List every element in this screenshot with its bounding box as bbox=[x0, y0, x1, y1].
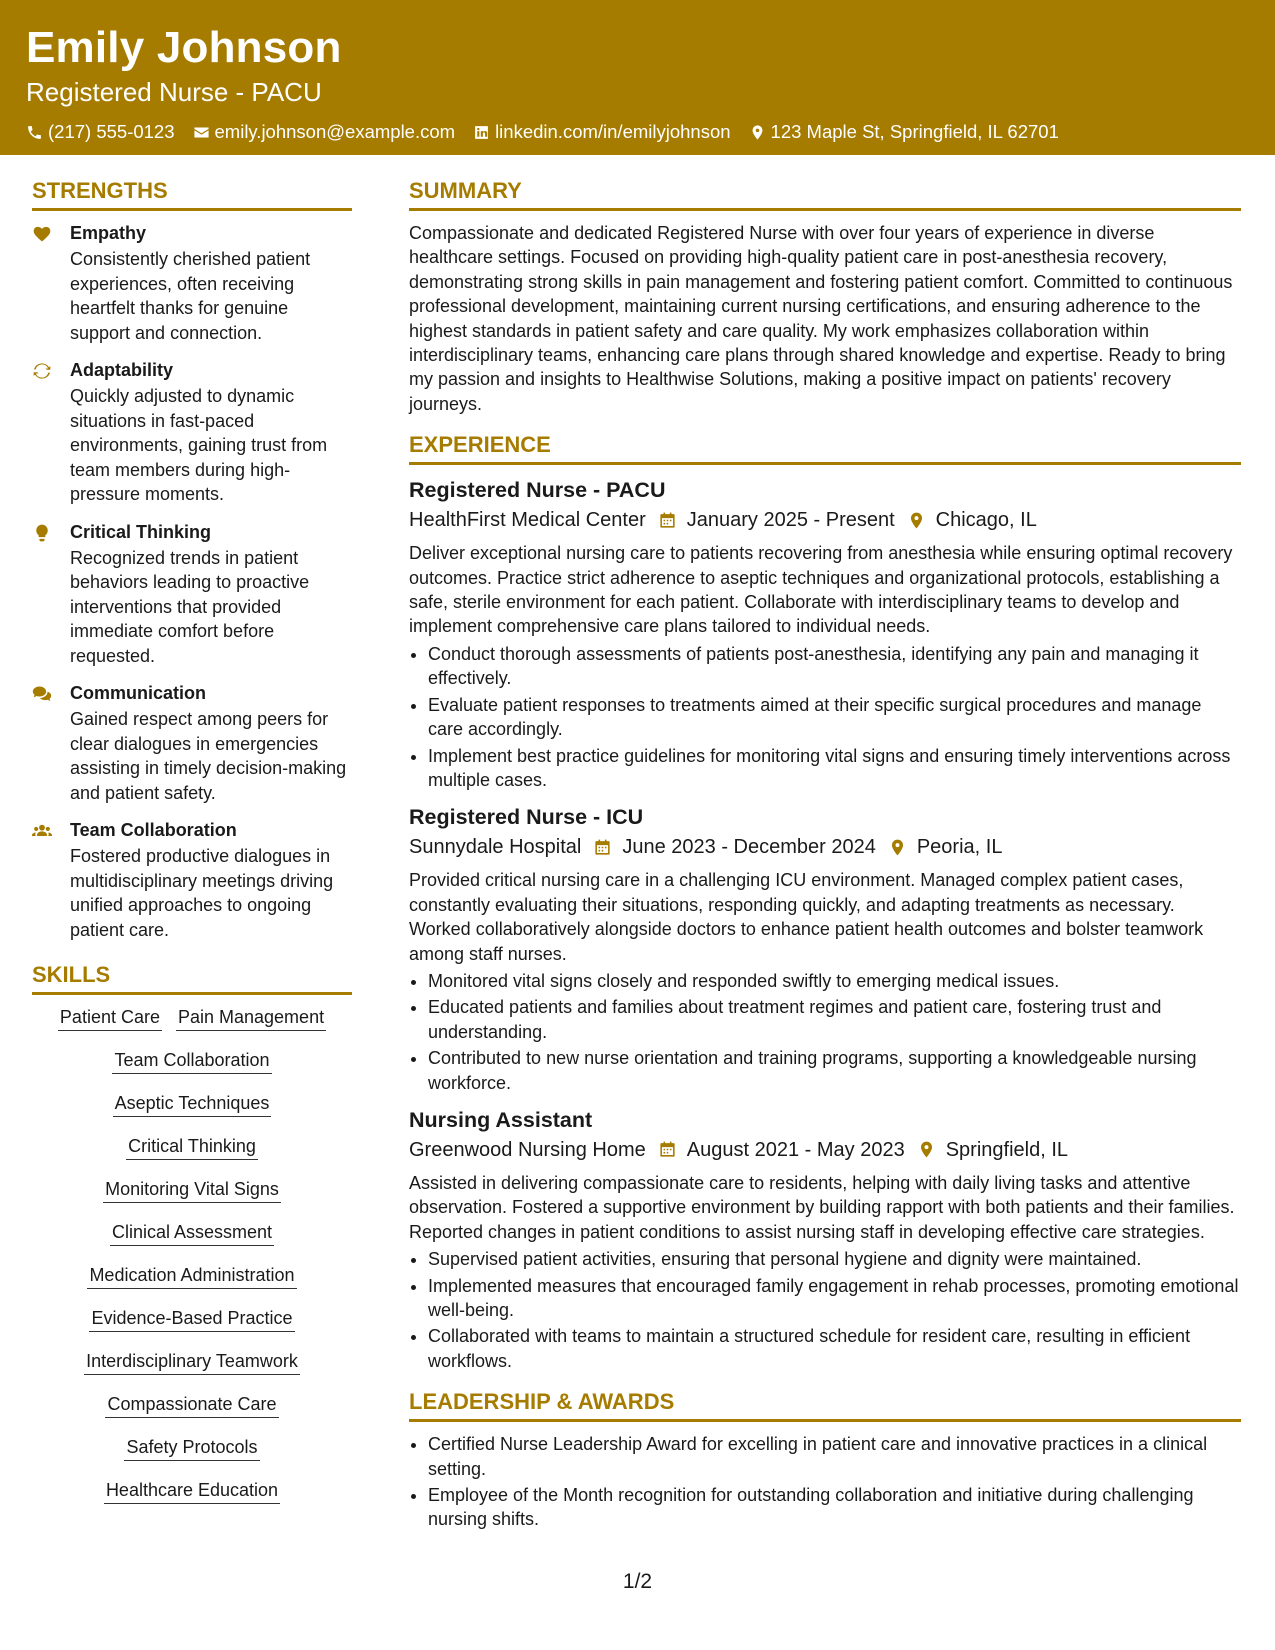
job-entry bbox=[409, 802, 1241, 1095]
strength-desc: Fostered productive dialogues in multidisciplinary meetings driving unified approaches to ongoing patient care. bbox=[70, 846, 334, 940]
linkedin-text: linkedin.com/in/emilyjohnson bbox=[495, 121, 731, 142]
job-description: Provided critical nursing care in a challenging ICU environment. Managed complex patient cases, constantly evaluating their situations, responding quickly, and adapting treatments as necessary. Worked collaboratively alongside doctors to enhance patient health outcomes and bolster teamwork among staff nurses. bbox=[409, 870, 1204, 964]
strength-item bbox=[32, 818, 352, 942]
skill-tag: Pain Management bbox=[176, 1005, 326, 1031]
job-company: Greenwood Nursing Home bbox=[409, 1138, 646, 1161]
envelope-icon bbox=[193, 124, 210, 141]
phone-icon bbox=[26, 124, 43, 141]
skill-tag: Interdisciplinary Teamwork bbox=[84, 1349, 300, 1375]
job-location: Chicago, IL bbox=[935, 509, 1037, 532]
page-number: 1/2 bbox=[622, 1570, 653, 1593]
skills-list bbox=[32, 1005, 352, 1504]
job-company: Sunnydale Hospital bbox=[409, 836, 582, 859]
job-meta bbox=[409, 1135, 1241, 1165]
left-column bbox=[32, 176, 352, 1521]
skill-tag: Monitoring Vital Signs bbox=[103, 1177, 281, 1203]
job-entry bbox=[409, 475, 1241, 792]
skill-tag: Medication Administration bbox=[87, 1263, 296, 1289]
strength-item bbox=[32, 358, 352, 507]
job-company: HealthFirst Medical Center bbox=[409, 509, 646, 532]
job-bullets bbox=[409, 642, 1241, 792]
job-description: Assisted in delivering compassionate care to residents, helping with daily living tasks and attentive observation. Fostered a supportive environment by building rapport with both patients and their families. Reported changes in patient conditions to assist nursing staff in developing effective care strategies. bbox=[409, 1172, 1235, 1242]
job-title: Registered Nurse - ICU bbox=[409, 805, 644, 830]
contact-linkedin[interactable] bbox=[473, 120, 730, 144]
email-text: emily.johnson@example.com bbox=[214, 121, 456, 142]
job-bullet: • Supervised patient activities, ensuring that personal hygiene and dignity were maintained. bbox=[428, 1247, 1241, 1271]
map-marker-icon bbox=[917, 1140, 936, 1159]
award-item: • Certified Nurse Leadership Award for excelling in patient care and innovative practices in a clinical setting. bbox=[428, 1432, 1241, 1481]
strength-item bbox=[32, 221, 352, 345]
calendar-icon bbox=[593, 838, 612, 857]
award-item: • Employee of the Month recognition for outstanding collaboration and initiative during challenging nursing shifts. bbox=[428, 1483, 1241, 1532]
job-meta bbox=[409, 505, 1241, 535]
strengths-heading: STRENGTHS bbox=[32, 176, 352, 211]
strength-desc: Quickly adjusted to dynamic situations in fast-paced environments, gaining trust from team members during high-pressure moments. bbox=[70, 386, 328, 504]
phone-text: (217) 555-0123 bbox=[48, 121, 175, 142]
skill-tag: Compassionate Care bbox=[105, 1392, 278, 1418]
strength-title: Adaptability bbox=[70, 360, 174, 380]
awards-heading: LEADERSHIP & AWARDS bbox=[409, 1387, 1241, 1422]
users-icon bbox=[32, 821, 52, 841]
job-meta bbox=[409, 832, 1241, 862]
map-marker-icon bbox=[907, 511, 926, 530]
linkedin-icon bbox=[473, 124, 490, 141]
job-bullet: • Conduct thorough assessments of patients post-anesthesia, identifying any pain and managing it effectively. bbox=[428, 642, 1241, 691]
strength-desc: Recognized trends in patient behaviors leading to proactive interventions that provided immediate comfort before requested. bbox=[70, 547, 310, 666]
map-marker-icon bbox=[888, 838, 907, 857]
job-entry bbox=[409, 1105, 1241, 1373]
job-dates: June 2023 - December 2024 bbox=[622, 836, 876, 859]
skills-heading: SKILLS bbox=[32, 960, 352, 995]
skill-tag: Patient Care bbox=[58, 1005, 162, 1031]
job-bullets bbox=[409, 1247, 1241, 1373]
strength-title: Communication bbox=[70, 683, 207, 703]
strength-item bbox=[32, 681, 352, 805]
strength-title: Critical Thinking bbox=[70, 521, 212, 542]
calendar-icon bbox=[658, 1140, 677, 1159]
contact-address bbox=[749, 120, 1059, 144]
job-title: Nursing Assistant bbox=[409, 1107, 593, 1132]
job-bullet: • Monitored vital signs closely and responded swiftly to emerging medical issues. bbox=[428, 969, 1241, 993]
job-dates: January 2025 - Present bbox=[686, 509, 895, 532]
skill-tag: Critical Thinking bbox=[126, 1134, 258, 1160]
comments-icon bbox=[32, 684, 52, 704]
job-description: Deliver exceptional nursing care to patients recovering from anesthesia while ensuring optimal recovery outcomes. Practice strict adherence to aseptic techniques and organizational protocols, establishing a safe, sterile environment for each patient. Collaborate with interdisciplinary teams to develop and implement comprehensive care plans tailored to individual needs. bbox=[409, 543, 1233, 637]
calendar-icon bbox=[658, 511, 677, 530]
job-bullet: • Contributed to new nurse orientation and training programs, supporting a knowledgeable nursing workforce. bbox=[428, 1046, 1241, 1095]
job-dates: August 2021 - May 2023 bbox=[686, 1138, 905, 1161]
candidate-name: Emily Johnson bbox=[26, 23, 342, 72]
contact-email[interactable] bbox=[193, 120, 456, 144]
job-bullet: • Evaluate patient responses to treatments aimed at their specific surgical procedures and manage care accordingly. bbox=[428, 693, 1241, 742]
skill-tag: Clinical Assessment bbox=[110, 1220, 274, 1246]
strength-desc: Gained respect among peers for clear dialogues in emergencies assisting in timely decision-making and patient safety. bbox=[70, 709, 347, 803]
skill-tag: Aseptic Techniques bbox=[113, 1091, 272, 1117]
awards-list bbox=[409, 1432, 1241, 1532]
strength-title: Empathy bbox=[70, 223, 147, 243]
candidate-role: Registered Nurse - PACU bbox=[26, 77, 322, 107]
skill-tag: Team Collaboration bbox=[112, 1048, 271, 1074]
job-title: Registered Nurse - PACU bbox=[409, 478, 666, 503]
contact-phone[interactable] bbox=[26, 120, 175, 144]
skill-tag: Evidence-Based Practice bbox=[89, 1306, 294, 1332]
resume-header bbox=[0, 0, 1275, 155]
strength-item bbox=[32, 520, 352, 669]
strength-desc: Consistently cherished patient experiences, often receiving heartfelt thanks for genuine support and connection. bbox=[70, 249, 311, 343]
skill-tag: Safety Protocols bbox=[124, 1435, 259, 1461]
skill-tag: Healthcare Education bbox=[104, 1478, 280, 1504]
map-marker-icon bbox=[749, 124, 766, 141]
strength-title: Team Collaboration bbox=[70, 820, 237, 840]
contact-bar bbox=[26, 120, 1249, 144]
sync-icon bbox=[32, 361, 52, 381]
job-location: Springfield, IL bbox=[945, 1138, 1068, 1161]
job-bullet: • Implement best practice guidelines for monitoring vital signs and ensuring timely interventions across multiple cases. bbox=[428, 744, 1241, 793]
job-bullet: • Implemented measures that encouraged family engagement in rehab processes, promoting emotional well-being. bbox=[428, 1274, 1241, 1323]
job-bullet: • Educated patients and families about treatment regimes and patient care, fostering trust and understanding. bbox=[428, 995, 1241, 1044]
job-bullet: • Collaborated with teams to maintain a structured schedule for resident care, resulting in efficient workflows. bbox=[428, 1324, 1241, 1373]
summary-text: Compassionate and dedicated Registered Nurse with over four years of experience in diverse healthcare settings. Focused on providing high-quality patient care in post-anesthesia recovery, demonstrating strong skills in pain management and fostering patient comfort. Committed to continuous professional development, maintaining current nursing certifications, and ensuring adherence to the highest standards in patient safety and care quality. My work emphasizes collaboration within interdisciplinary teams, enhancing care plans through shared knowledge and expertise. Ready to bring my passion and insights to Healthwise Solutions, making a positive impact on patients' recovery journeys. bbox=[409, 223, 1233, 414]
job-bullets bbox=[409, 969, 1241, 1095]
heart-icon bbox=[32, 224, 52, 244]
job-location: Peoria, IL bbox=[916, 836, 1003, 859]
summary-heading: SUMMARY bbox=[409, 176, 1241, 211]
lightbulb-icon bbox=[32, 523, 52, 543]
experience-heading: EXPERIENCE bbox=[409, 430, 1241, 465]
address-text: 123 Maple St, Springfield, IL 62701 bbox=[770, 121, 1059, 142]
right-column bbox=[409, 176, 1241, 1534]
